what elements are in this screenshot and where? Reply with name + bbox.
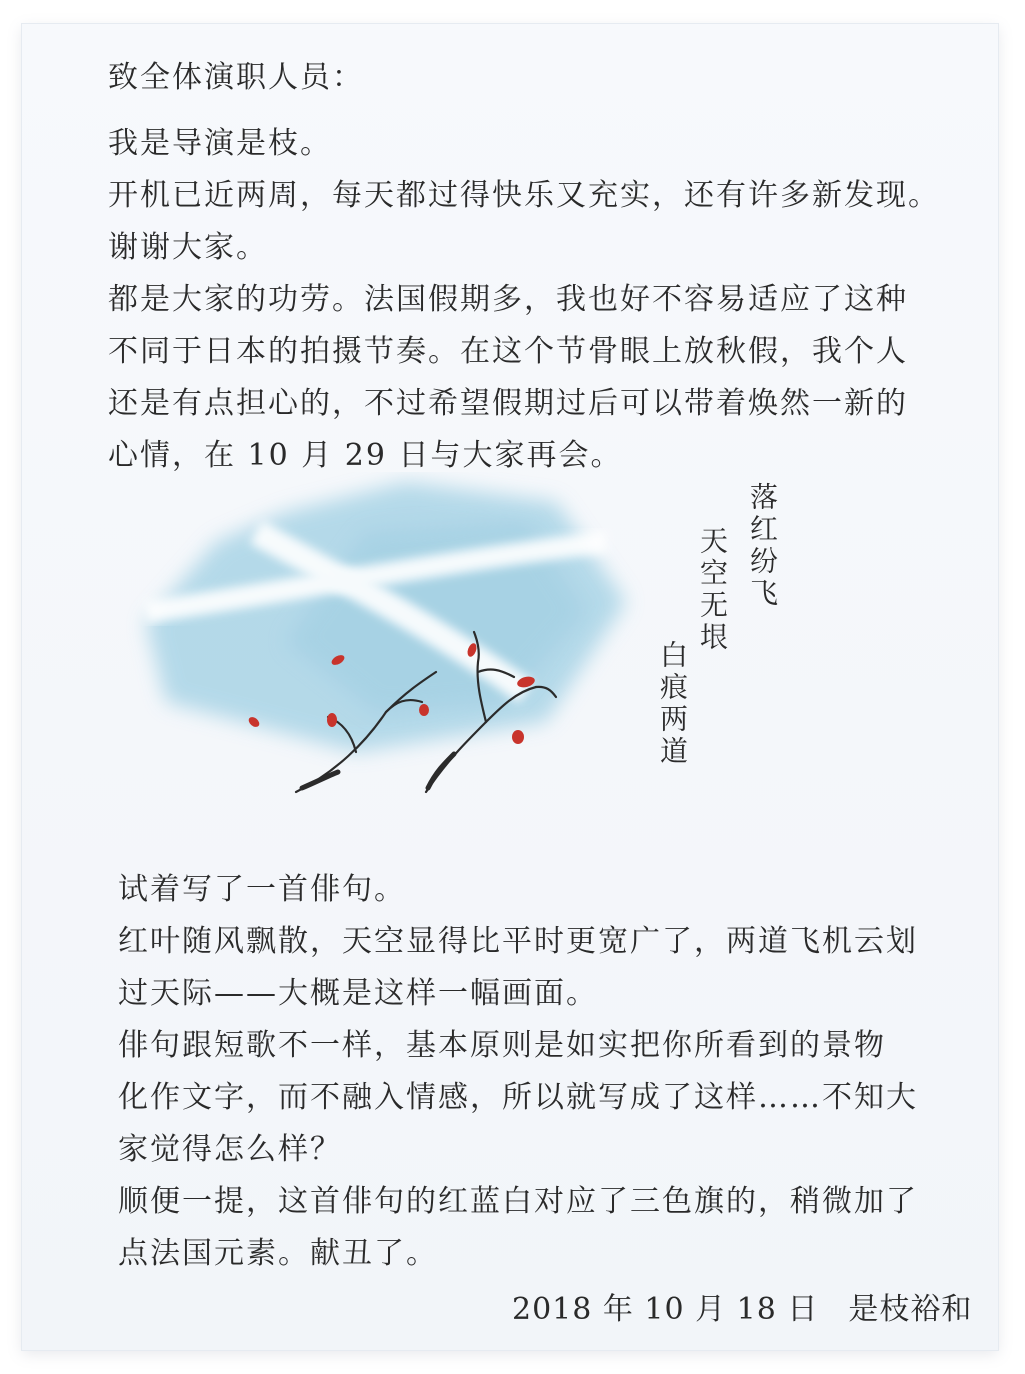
letter-line: 试着写了一首俳句。 xyxy=(118,872,406,907)
letter-line: 开机已近两周，每天都过得快乐又充实，还有许多新发现。 xyxy=(108,178,940,213)
letter-greeting: 致全体演职人员： xyxy=(108,60,364,95)
letter-line: 不同于日本的拍摄节奏。在这个节骨眼上放秋假，我个人 xyxy=(108,334,908,369)
letter-line: 谢谢大家。 xyxy=(108,230,268,265)
letter-line: 都是大家的功劳。法国假期多，我也好不容易适应了这种 xyxy=(108,282,908,317)
haiku-line-1: 落红纷飞 xyxy=(746,482,779,610)
letter-author: 是枝裕和 xyxy=(848,1292,973,1327)
watercolor-sky-branch-illustration xyxy=(106,472,666,822)
letter-line: 还是有点担心的，不过希望假期过后可以带着焕然一新的 xyxy=(108,386,908,421)
letter-line: 点法国元素。献丑了。 xyxy=(118,1236,438,1271)
letter-line: 家觉得怎么样？ xyxy=(118,1132,342,1167)
letter-line: 心情，在 10 月 29 日与大家再会。 xyxy=(108,438,623,473)
haiku-line-3: 白痕两道 xyxy=(656,640,689,768)
letter-line: 俳句跟短歌不一样，基本原则是如实把你所看到的景物 xyxy=(118,1028,886,1063)
letter-date: 2018 年 10 月 18 日 xyxy=(512,1292,819,1327)
letter-line: 过天际——大概是这样一幅画面。 xyxy=(118,976,598,1011)
letter-signature xyxy=(512,1284,972,1328)
letter-line: 我是导演是枝。 xyxy=(108,126,332,161)
letter-line: 顺便一提，这首俳句的红蓝白对应了三色旗的，稍微加了 xyxy=(118,1184,918,1219)
letter-line: 化作文字，而不融入情感，所以就写成了这样……不知大 xyxy=(118,1080,918,1115)
letter-line: 红叶随风飘散，天空显得比平时更宽广了，两道飞机云划 xyxy=(118,924,918,959)
haiku-line-2: 天空无垠 xyxy=(696,526,729,654)
